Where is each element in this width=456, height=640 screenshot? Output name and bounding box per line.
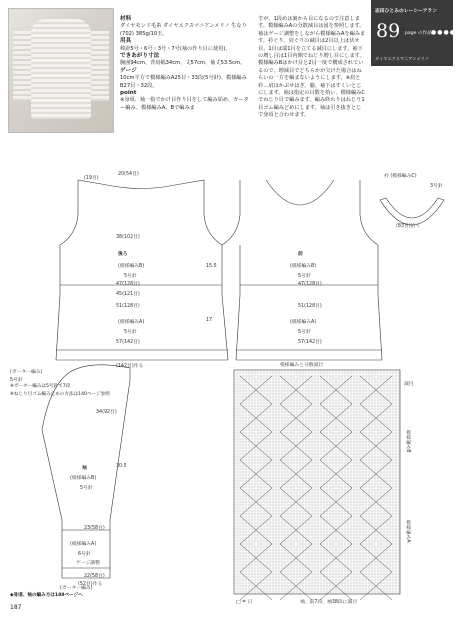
collar-pickup: (83目)拾う [396,224,421,229]
sleeve-measure-cast-on: (52目)作る [78,582,103,587]
garter-needle: 5号針 [10,378,23,383]
tools-heading: 用具 [120,38,132,45]
back-pattern-a: (模様編みA) [118,320,145,325]
measure-cast-on: (142目)作る [116,364,144,369]
measure-17: 17 [206,318,213,323]
page-suffix: page の作品 [405,31,432,36]
collar-title: 衿 (模様編みC) [384,174,417,179]
gauge-text: 10cm平方で模様編みA25目・33段(5号針)、模様編みB27目・32段。 [120,75,247,89]
instructions-text: すが、1段めは裏から目になるので注意します。模様編みAの分散減目は図を参照します。袖はゲージ調整をしながら模様編みAを編みます。衿ぐり、肩ぐりの減目は2目以上は伏せ目、1目は端1目を立てる減目にします。袖下の増し目は1目内側でねじり増し目にします。模様編みBはかけ目と2目一度で構成されているので、増減目でどちらかが欠けた場合はねらいの一方を編まないようにします。※肩と衿…肩はかぶせはぎ。脇、袖下はすくいとじにします。袖は指定の目数を拾い、模様編みCでねじり目で編みます。編み終わりはねじり1目ゴム編みどめにします。袖は引き抜きとじで身頃と合わせます。 [258,16,366,119]
chart-title: 模様編みと分散減目 [280,363,324,368]
size-heading: できあがり寸法 [120,53,160,60]
chart-legend: □ = 日 [236,600,253,605]
front-pattern-b: (模様編みB) [290,264,317,269]
sleeve-measure-34: 34(92目) [96,410,117,415]
measure-neck-back: 20(54目) [118,172,139,177]
footnote: ◆身頃、袖の編み方は188ページへ [10,593,83,598]
gauge-heading: ゲージ [120,67,137,74]
measure-57: 57(142目) [116,340,140,345]
sleeve-needle-a: 6号針 [78,552,91,557]
sleeve-measure-30-5: 30.5 [116,464,127,469]
garter-label: (ガーター編み) [10,370,43,375]
measure-51: 51(128目) [116,304,140,309]
series-title: 志田ひとみのレーシーアラン [375,9,438,14]
materials-text: ダイヤモンド毛糸 ダイヤエクスマニアンメリノ 生なり(702) 385g/10玉。 [120,23,247,37]
back-title: 後ろ [118,252,128,257]
dots-decoration: ●●●● [431,29,456,36]
sleeve-pattern-b: (模様編みB) [70,476,97,481]
front-measure-51: 51(128目) [298,304,322,309]
front-needle-b: 5号針 [298,274,311,279]
front-measure-57: 57(142目) [298,340,322,345]
sleeve-measure-23: 23(58目) [84,526,105,531]
back-needle-b: 5号針 [124,274,137,279]
sleeve-title: 袖 [82,466,87,471]
measure-47: 47(128目) [116,282,140,287]
back-body-outline [56,180,228,360]
measure-45: 45(121目) [116,292,140,297]
measure-shoulder: (19目) [84,176,99,181]
sleeve-gauge-adj: ゲージ調整 [76,561,100,566]
front-measure-47: 47(128目) [298,282,322,287]
collar-outline [380,198,444,225]
work-number: 89 [376,20,401,42]
chart-label-b: 模様編みB [405,430,410,453]
back-needle-a: 5号針 [124,330,137,335]
tools-text: 棒針5号・6号・3号・7号(袖の作り目に使用)。 [120,45,231,52]
note-ribbing: ※ねじり目ゴム編み止めの方法は140ページ参照 [10,392,110,397]
front-needle-a: 5号針 [298,330,311,335]
page-number: 187 [10,604,22,611]
size-text: 胸囲94cm、背肩幅34cm、丈57cm、袖丈53.5cm。 [120,60,246,67]
yarn-caption: ダイヤエクスマニアンメリノ [375,56,429,61]
sleeve-pattern-a: (模様編みA) [70,542,97,547]
note-garter: ※ガーター編みは5号針で7段 [10,384,71,389]
chart-label-a: 模様編みA [405,520,410,543]
materials-heading: 材料 [120,16,132,22]
measure-15-5: 15.5 [206,264,217,269]
stitch-chart [234,370,400,600]
sleeve-measure-22: 22(58目) [84,574,105,579]
chart-label-dec: 減目 [404,382,414,387]
collar-needle: 3号針 [430,184,443,189]
sleeve-needle-b: 5号針 [80,486,93,491]
front-pattern-a: (模様編みA) [290,320,317,325]
front-title: 前 [298,252,303,257]
point-text: ※身頃、袖一指でかけ目作り目をして編み始め、ガーター編み、模様編みA、Bで編みま [120,97,249,111]
point-heading: point [120,90,137,97]
back-pattern-b: (模様編みB) [118,264,145,269]
chart-bottom-label: 袖、前7段、袖38段に減目 [300,600,358,605]
sleeve-garter: (ガーター編み) [60,586,93,591]
measure-38: 38(102目) [116,235,140,240]
